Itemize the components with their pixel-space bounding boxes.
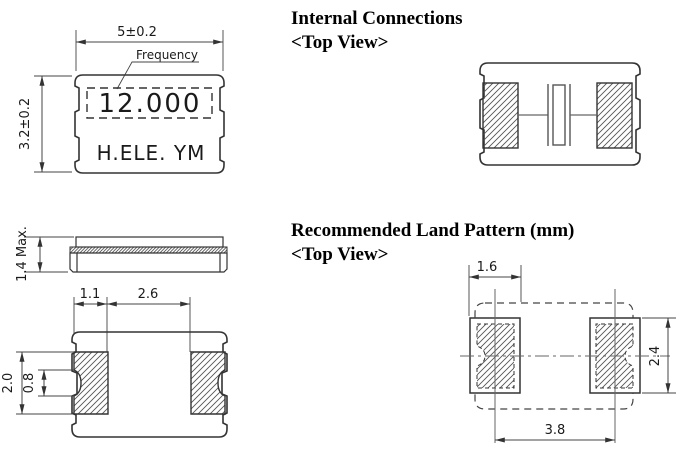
height-dimension-label: 3.2±0.2 [18, 97, 33, 151]
package-bottom-view [1, 287, 227, 437]
width-dimension-label: 5±0.2 [117, 25, 157, 40]
body [70, 253, 227, 272]
frequency-label: Frequency [136, 48, 198, 62]
internal-connections-subtitle: <Top View> [291, 32, 389, 53]
land-pattern-view [460, 260, 676, 443]
pitch-dimension-label: 3.8 [544, 423, 566, 438]
land-pattern-title: Recommended Land Pattern (mm) [291, 220, 575, 241]
left-terminal-pad [74, 352, 108, 414]
land-pattern-subtitle: <Top View> [291, 244, 389, 265]
pad-height-dimension-label: 2.0 [1, 372, 16, 394]
pad-width-dimension-label: 1.1 [79, 287, 101, 302]
package-top-view [18, 25, 224, 173]
left-electrode-pad [483, 83, 518, 148]
lid [76, 237, 223, 247]
right-terminal-pad [191, 352, 225, 414]
package-side-view [15, 226, 227, 282]
frequency-value: 12.000 [98, 89, 202, 119]
right-electrode-pad [597, 83, 632, 148]
thickness-dimension-label: 1.4 Max. [15, 226, 30, 282]
crystal-symbol [518, 84, 597, 146]
castellation-dimension-label: 0.8 [22, 372, 37, 394]
part-marking: H.ELE. YM [96, 141, 206, 165]
internal-connections-title: Internal Connections [291, 8, 463, 29]
seam-ring [70, 247, 227, 253]
internal-connections-view [480, 63, 640, 165]
land-height-dimension-label: 2.4 [648, 345, 663, 367]
land-width-dimension-label: 1.6 [476, 260, 498, 275]
pad-gap-dimension-label: 2.6 [137, 287, 159, 302]
